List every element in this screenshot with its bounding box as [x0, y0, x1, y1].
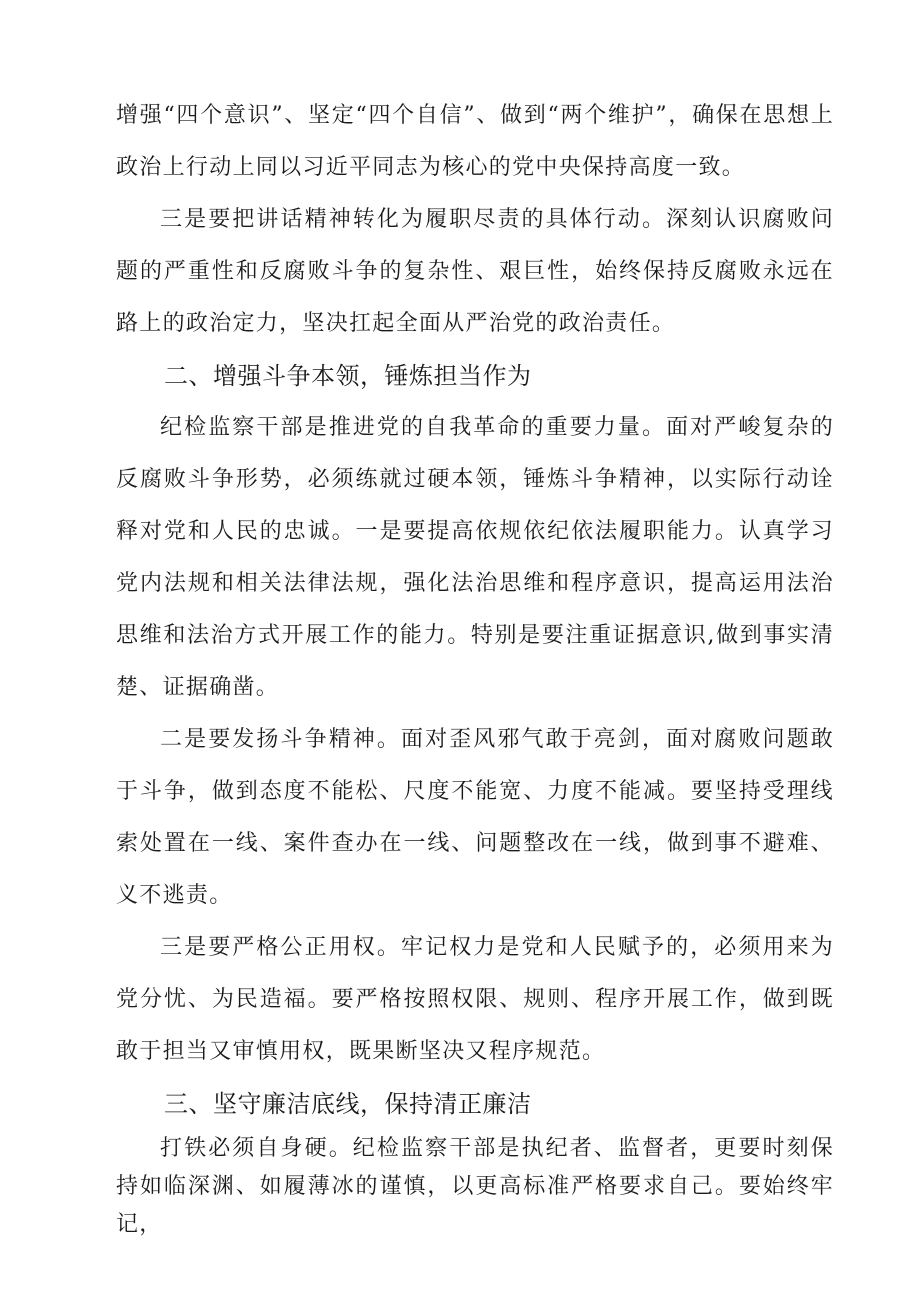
paragraph-point-two: 二是要发扬斗争精神。面对歪风邪气敢于亮剑，面对腐败问题敢于斗争，做到态度不能松、尺度不能宽、力度不能减。要坚持受理线索处置在一线、案件查办在一线、问题整改在一线，做到事不避难、义不逃责。	[116, 727, 834, 908]
document-body	[116, 90, 834, 1244]
paragraph-section-three-intro: 打铁必须自身硬。纪检监察干部是执纪者、监督者，更要时刻保持如临深渊、如履薄冰的谨慎，以更高标准严格要求自己。要始终牢记，	[116, 1136, 834, 1237]
section-heading-three: 三、坚守廉洁底线，保持清正廉洁	[164, 1090, 532, 1118]
paragraph-continuation: 增强“四个意识”、坚定“四个自信”、做到“两个维护”，确保在思想上政治上行动上同以习近平同志为核心的党中央保持高度一致。	[116, 103, 834, 180]
paragraph-section-two-intro: 纪检监察干部是推进党的自我革命的重要力量。面对严峻复杂的反腐败斗争形势，必须练就过硬本领，锤炼斗争精神，以实际行动诠释对党和人民的忠诚。一是要提高依规依纪依法履职能力。认真学习党内法规和相关法律法规，强化法治思维和程序意识，提高运用法治思维和法治方式开展工作的能力。特别是要注重证据意识,做到事实清楚、证据确凿。	[116, 415, 834, 700]
paragraph-point-three: 三是要严格公正用权。牢记权力是党和人民赋予的，必须用来为党分忧、为民造福。要严格按照权限、规则、程序开展工作，做到既敢于担当又审慎用权，既果断坚决又程序规范。	[116, 935, 834, 1064]
section-heading-two: 二、增强斗争本领，锤炼担当作为	[164, 362, 532, 390]
paragraph-third-point: 三是要把讲话精神转化为履职尽责的具体行动。深刻认识腐败问题的严重性和反腐败斗争的复杂性、艰巨性，始终保持反腐败永远在路上的政治定力，坚决扛起全面从严治党的政治责任。	[116, 207, 834, 336]
